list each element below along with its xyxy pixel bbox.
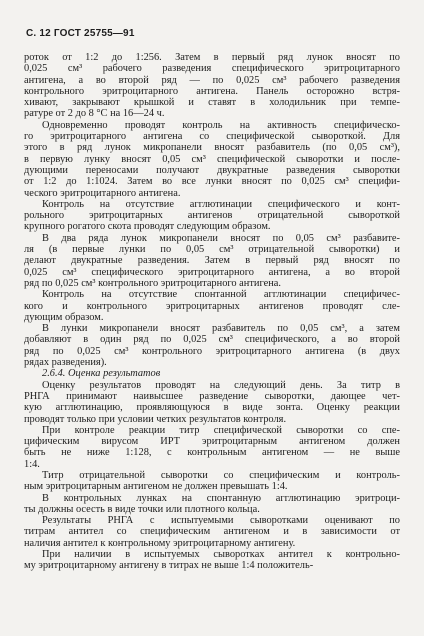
text-line: ля (в первые лунки по 0,05 см³ отрицательной сыворотки) и xyxy=(24,244,400,256)
text-line: хивают, закрывают крышкой и ставят в холодильник при темпе- xyxy=(24,97,400,109)
text-line: проводят только при условии четких результатов контроля. xyxy=(24,413,287,425)
text-line: 2.6.4. Оценка результатов xyxy=(42,368,161,380)
text-line: кую агглютинацию, проявляющуюся в виде зонта. Оценку реакции xyxy=(24,402,400,414)
text-line: го эритроцитарного антигена со специфической сывороткой. Для xyxy=(24,131,400,143)
text-line: ряд по 0,025 см³ контрольного эритроцитарного антигена (в двух xyxy=(24,345,400,357)
text-line: Результаты РНГА с испытуемыми сыворотками оценивают по xyxy=(42,515,400,527)
text-line: 0,025 см³ специфического эритроцитарного антигена, а во второй xyxy=(24,266,400,278)
text-line: При наличии в испытуемых сыворотках антител к контрольно- xyxy=(42,549,400,561)
text-line: цифическим вирусом ИРТ эритроцитарным антигеном должен xyxy=(24,436,400,448)
text-line: крупного рогатого скота проводят следующим образом. xyxy=(24,221,271,233)
text-line: В контрольных лунках на спонтанную агглютинацию эритроци- xyxy=(42,492,400,504)
text-line: дующими переносами получают двукратные разведения сыворотки xyxy=(24,164,400,176)
text-line: 0,025 см³ рабочего разведения специфического эритроцитарного xyxy=(24,63,400,75)
text-line: кого и контрольного эритроцитарных антигенов проводят сле- xyxy=(24,300,400,312)
text-line: наличия антител к контрольному эритроцитарному антигену. xyxy=(24,537,296,549)
text-line: роток от 1:2 до 1:256. Затем в первый ряд лунок вносят по xyxy=(24,52,400,63)
text-line: ным эритроцитарным антигеном не должен превышать 1:4. xyxy=(24,481,288,493)
text-line: делают двукратные разведения. Затем в первый ряд вносят по xyxy=(24,255,400,267)
body-text xyxy=(24,52,400,572)
text-line: Одновременно проводят контроль на активность специфическо- xyxy=(42,119,400,131)
text-line: рольного эритроцитарных антигенов отрицательной сывороткой xyxy=(24,210,400,222)
text-line: от 1:2 до 1:1024. Затем во все лунки вносят по 0,025 см³ специфи- xyxy=(24,176,400,188)
text-line: Оценку результатов проводят на следующий день. За титр в xyxy=(42,379,400,391)
text-line: ряд по 0,025 см³ контрольного эритроцитарного антигена. xyxy=(24,277,281,289)
text-line: В два ряда лунок микропанели вносят по 0,05 см³ разбавите- xyxy=(42,232,400,244)
text-line: Контроль на отсутствие спонтанной агглютинации специфичес- xyxy=(42,289,400,301)
text-line: В лунки микропанели вносят разбавитель по 0,05 см³, а затем xyxy=(42,323,400,335)
text-line: ты должны осесть в виде точки или плотного кольца. xyxy=(24,503,260,515)
text-line: РНГА принимают наивысшее разведение сыворотки, дающее чет- xyxy=(24,390,400,402)
text-line: контрольного эритроцитарного антигена. Панель осторожно встря- xyxy=(24,85,400,97)
text-line: ратуре от 2 до 8 °С на 16—24 ч. xyxy=(24,108,165,120)
text-line: При контроле реакции титр специфической сыворотки со спе- xyxy=(42,424,400,436)
text-line: му эритроцитарному антигену в титрах не выше 1:4 положитель- xyxy=(24,560,314,572)
text-line: этого в ряд лунок микропанели вносят разбавитель (по 0,05 см³), xyxy=(24,142,400,154)
text-line: быть не ниже 1:128, с контрольным антигеном — не выше xyxy=(24,447,400,459)
text-line: антигена, а во второй ряд — по 0,025 см³ рабочего разведения xyxy=(24,74,400,86)
text-line: 1:4. xyxy=(24,458,40,470)
text-line: ческого эритроцитарного антигена. xyxy=(24,187,181,199)
page-header: С. 12 ГОСТ 25755—91 xyxy=(26,28,135,39)
text-line: титрам антител со специфическим антигеном и в зависимости от xyxy=(24,526,400,538)
text-line: добавляют в один ряд по 0,025 см³ специфического, а во второй xyxy=(24,334,400,346)
text-line: в первую лунку вносят 0,05 см³ специфической сыворотки и после- xyxy=(24,153,400,165)
text-line: рядах разведения). xyxy=(24,357,107,369)
text-line: дующим образом. xyxy=(24,311,104,323)
text-line: Титр отрицательной сыворотки со специфическим и контроль- xyxy=(42,469,400,481)
text-line: Контроль на отсутствие агглютинации специфического и конт- xyxy=(42,198,400,210)
